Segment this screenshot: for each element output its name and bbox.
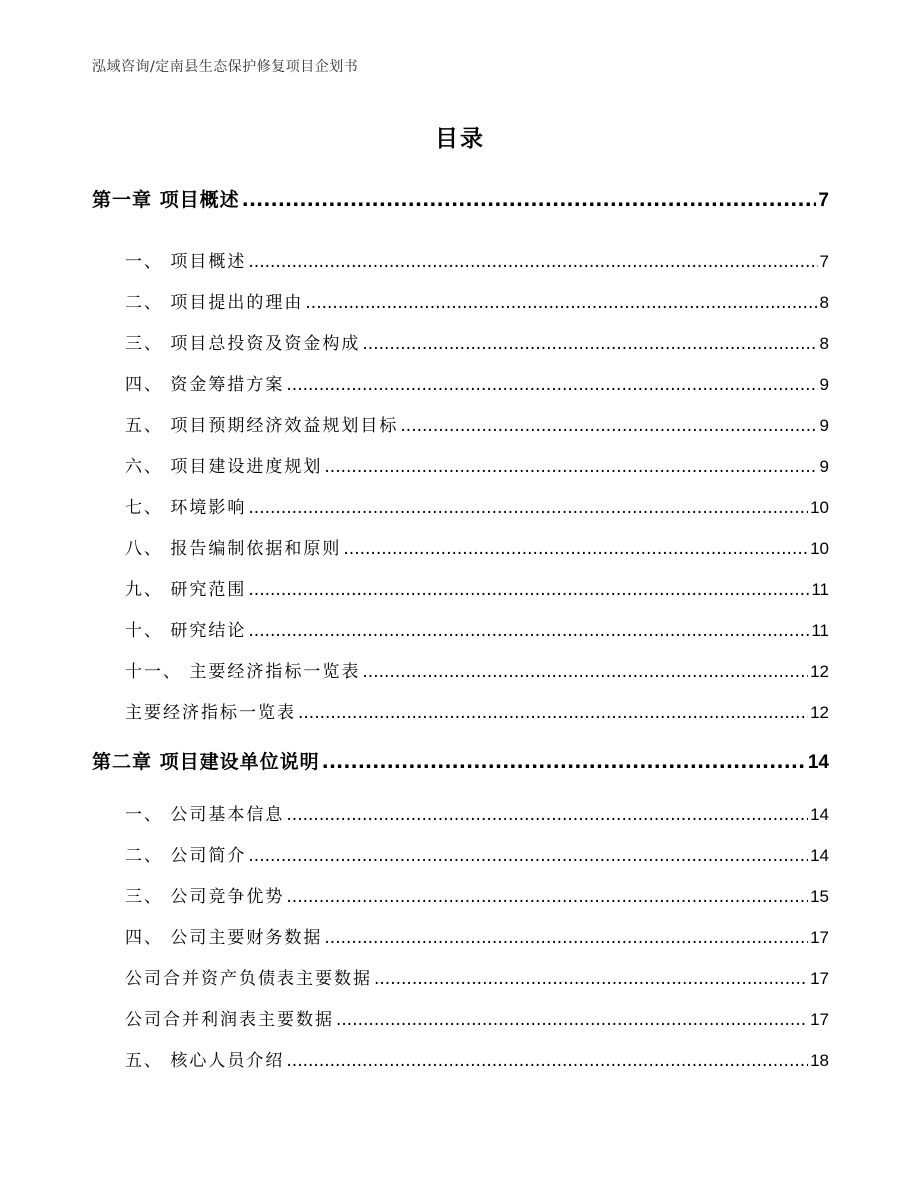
- dot-leader: [400, 416, 817, 436]
- dot-leader: [362, 334, 817, 354]
- toc-entry-page: 17: [810, 969, 829, 988]
- dot-leader: [305, 293, 817, 313]
- toc-entry[interactable]: [92, 411, 829, 436]
- toc-entry-label: 五、 项目预期经济效益规划目标: [125, 416, 399, 436]
- dot-leader: [248, 846, 808, 866]
- toc-chapter-2[interactable]: [92, 747, 829, 774]
- toc-entry[interactable]: [92, 247, 829, 272]
- dot-leader: [322, 751, 806, 773]
- dot-leader: [324, 457, 817, 477]
- toc-entry[interactable]: [92, 288, 829, 313]
- toc-entry-page: 15: [810, 887, 829, 906]
- dot-leader: [248, 580, 809, 600]
- toc-entry[interactable]: [92, 370, 829, 395]
- toc-entry-page: 11: [811, 580, 829, 599]
- toc-entry[interactable]: [92, 1046, 829, 1071]
- toc-entry-page: 17: [810, 1010, 829, 1029]
- toc-entry-page: 9: [819, 457, 829, 476]
- toc-entry-label: 主要经济指标一览表: [125, 703, 296, 723]
- toc-entry-label: 一、 项目概述: [125, 252, 247, 272]
- toc-entry[interactable]: [92, 452, 829, 477]
- toc-entry[interactable]: [92, 534, 829, 559]
- toc-entry-page: 9: [819, 375, 829, 394]
- dot-leader: [248, 621, 809, 641]
- toc-entry[interactable]: [92, 923, 829, 948]
- toc-entry-page: 11: [811, 621, 829, 640]
- toc-entry-label: 八、 报告编制依据和原则: [125, 539, 342, 559]
- toc-entry-label: 十、 研究结论: [125, 621, 247, 641]
- toc-entry[interactable]: [92, 964, 829, 989]
- toc-entry-page: 14: [810, 846, 829, 865]
- dot-leader: [324, 928, 808, 948]
- dot-leader: [286, 1051, 808, 1071]
- toc-entry-page: 18: [810, 1051, 829, 1070]
- toc-chapter-1[interactable]: [92, 185, 829, 212]
- toc-entry[interactable]: [92, 882, 829, 907]
- toc-entry-page: 12: [810, 703, 829, 722]
- toc-entry-label: 三、 项目总投资及资金构成: [125, 334, 361, 354]
- dot-leader: [242, 189, 817, 211]
- toc-entry-page: 12: [810, 662, 829, 681]
- dot-leader: [286, 805, 808, 825]
- toc-entry[interactable]: [92, 657, 829, 682]
- dot-leader: [343, 539, 808, 559]
- toc-entry-label: 四、 资金筹措方案: [125, 375, 285, 395]
- toc-entry-label: 二、 公司简介: [125, 846, 247, 866]
- toc-entry-label: 五、 核心人员介绍: [125, 1051, 285, 1071]
- toc-entry-label: 六、 项目建设进度规划: [125, 457, 323, 477]
- toc-entry-label: 七、 环境影响: [125, 498, 247, 518]
- toc-entry-page: 17: [810, 928, 829, 947]
- dot-leader: [286, 887, 808, 907]
- toc-entry-page: 7: [818, 190, 829, 211]
- toc-entry[interactable]: [92, 698, 829, 723]
- toc-entry-label: 一、 公司基本信息: [125, 805, 285, 825]
- toc-entry-page: 8: [819, 334, 829, 353]
- toc-entry[interactable]: [92, 575, 829, 600]
- toc-entry-page: 7: [819, 252, 829, 271]
- toc-entry[interactable]: [92, 329, 829, 354]
- dot-leader: [248, 498, 808, 518]
- toc-entry-label: 四、 公司主要财务数据: [125, 928, 323, 948]
- toc-entry-label: 第二章 项目建设单位说明: [92, 751, 320, 773]
- toc-entry-label: 九、 研究范围: [125, 580, 247, 600]
- toc-entry-label: 公司合并资产负债表主要数据: [125, 969, 372, 989]
- toc-entry-page: 14: [810, 805, 829, 824]
- toc-entry[interactable]: [92, 1005, 829, 1030]
- toc-entry-page: 14: [807, 752, 829, 773]
- toc-entry-label: 公司合并利润表主要数据: [125, 1010, 334, 1030]
- toc-entry[interactable]: [92, 841, 829, 866]
- toc-entry[interactable]: [92, 493, 829, 518]
- toc-entry-label: 三、 公司竞争优势: [125, 887, 285, 907]
- toc-entry-page: 10: [810, 539, 829, 558]
- toc-entry-label: 二、 项目提出的理由: [125, 293, 304, 313]
- table-of-contents: [92, 0, 829, 1191]
- dot-leader: [298, 703, 808, 723]
- toc-entry[interactable]: [92, 800, 829, 825]
- toc-entry[interactable]: [92, 616, 829, 641]
- toc-entry-page: 9: [819, 416, 829, 435]
- toc-title: 目录: [435, 126, 485, 152]
- dot-leader: [286, 375, 817, 395]
- dot-leader: [362, 662, 808, 682]
- toc-entry-page: 10: [810, 498, 829, 517]
- toc-entry-label: 十一、 主要经济指标一览表: [125, 662, 361, 682]
- toc-entry-label: 第一章 项目概述: [92, 189, 240, 211]
- dot-leader: [336, 1010, 808, 1030]
- dot-leader: [374, 969, 808, 989]
- toc-entry-page: 8: [819, 293, 829, 312]
- dot-leader: [248, 252, 817, 272]
- document-header: 泓域咨询/定南县生态保护修复项目企划书: [92, 59, 359, 75]
